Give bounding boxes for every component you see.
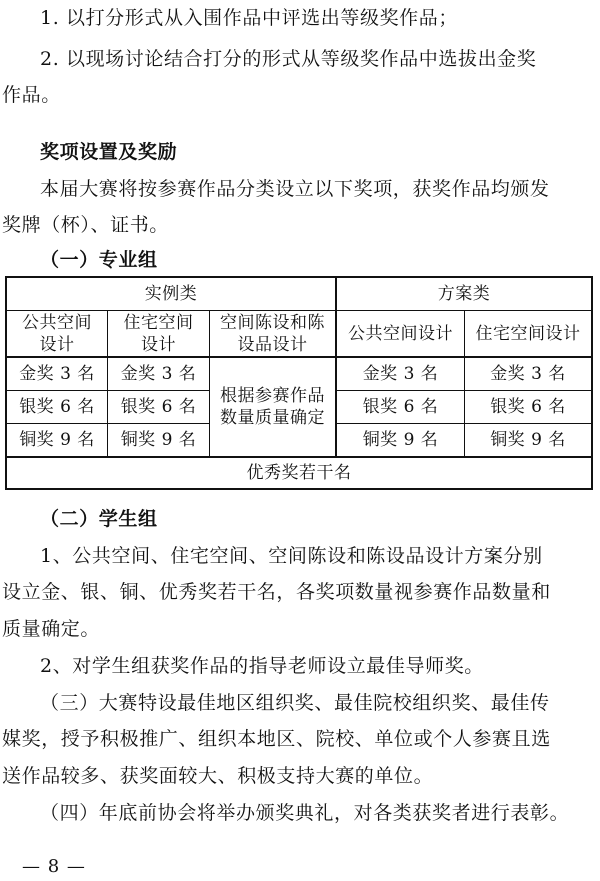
cell-bronze: 铜奖 9 名	[490, 430, 566, 450]
section-heading-awards: 奖项设置及奖励	[40, 141, 178, 163]
header-residential-space-line1: 住宅空间	[123, 312, 194, 333]
paragraph-special-awards-cont2: 送作品较多、获奖面较大、积极支持大赛的单位。	[2, 765, 434, 787]
header-scheme-category: 方案类	[437, 284, 491, 304]
paragraph-student-1: 1、公共空间、住宅空间、空间陈设和陈设品设计方案分别	[40, 545, 543, 567]
cell-bronze: 铜奖 9 名	[120, 430, 197, 450]
paragraph-student-2: 2、对学生组获奖作品的指导老师设立最佳导师奖。	[40, 655, 484, 677]
header-public-space-line1: 公共空间	[22, 312, 92, 333]
cell-silver: 银奖 6 名	[490, 397, 566, 417]
header-furnishing-design-line2: 设品设计	[237, 334, 308, 355]
cell-silver: 银奖 6 名	[19, 397, 95, 417]
subheading-student-group: （二）学生组	[40, 508, 158, 530]
header-furnishing-design	[210, 311, 335, 356]
header-residential-space	[108, 311, 209, 356]
cell-silver: 银奖 6 名	[120, 397, 197, 417]
cell-gold: 金奖 3 名	[362, 364, 439, 384]
header-furnishing-design-line1: 空间陈设和陈	[220, 312, 325, 333]
cell-excellence-award: 优秀奖若干名	[246, 463, 352, 483]
header-public-space-design: 公共空间设计	[348, 323, 453, 344]
cell-gold: 金奖 3 名	[120, 364, 197, 384]
cell-bronze: 铜奖 9 名	[19, 430, 95, 450]
header-residential-space-line2: 设计	[141, 334, 176, 355]
subheading-professional-group: （一）专业组	[40, 249, 158, 271]
cell-gold: 金奖 3 名	[490, 364, 566, 384]
page-number: — 8 —	[22, 856, 86, 877]
cell-gold: 金奖 3 名	[19, 364, 95, 384]
paragraph-awards-intro: 本届大赛将按参赛作品分类设立以下奖项，获奖作品均颁发	[40, 178, 550, 200]
paragraph-ceremony: （四）年底前协会将举办颁奖典礼，对各类获奖者进行表彰。	[40, 802, 570, 824]
header-example-category: 实例类	[144, 284, 198, 304]
cell-bronze: 铜奖 9 名	[362, 430, 439, 450]
paragraph-student-1-cont2: 质量确定。	[2, 618, 101, 640]
paragraph-rule-2-cont: 作品。	[2, 84, 61, 106]
paragraph-special-awards-cont: 媒奖，授予积极推广、组织本地区、院校、单位或个人参赛且选	[2, 728, 551, 750]
header-public-space	[7, 311, 107, 356]
cell-determined-line2: 数量质量确定	[220, 408, 325, 428]
paragraph-rule-2: 2. 以现场讨论结合打分的形式从等级奖作品中选拔出金奖	[40, 48, 537, 70]
header-public-space-line2: 设计	[39, 334, 75, 355]
paragraph-awards-intro-cont: 奖牌（杯）、证书。	[2, 214, 169, 236]
cell-determined-by-entries	[210, 358, 335, 456]
paragraph-rule-1: 1. 以打分形式从入围作品中评选出等级奖作品；	[40, 7, 458, 29]
header-residential-space-design: 住宅空间设计	[475, 323, 581, 344]
paragraph-special-awards: （三）大赛特设最佳地区组织奖、最佳院校组织奖、最佳传	[40, 692, 550, 714]
paragraph-student-1-cont: 设立金、银、铜、优秀奖若干名，各奖项数量视参赛作品数量和	[2, 581, 551, 603]
cell-silver: 银奖 6 名	[362, 397, 439, 417]
cell-determined-line1: 根据参赛作品	[220, 386, 325, 406]
awards-table	[5, 276, 593, 490]
